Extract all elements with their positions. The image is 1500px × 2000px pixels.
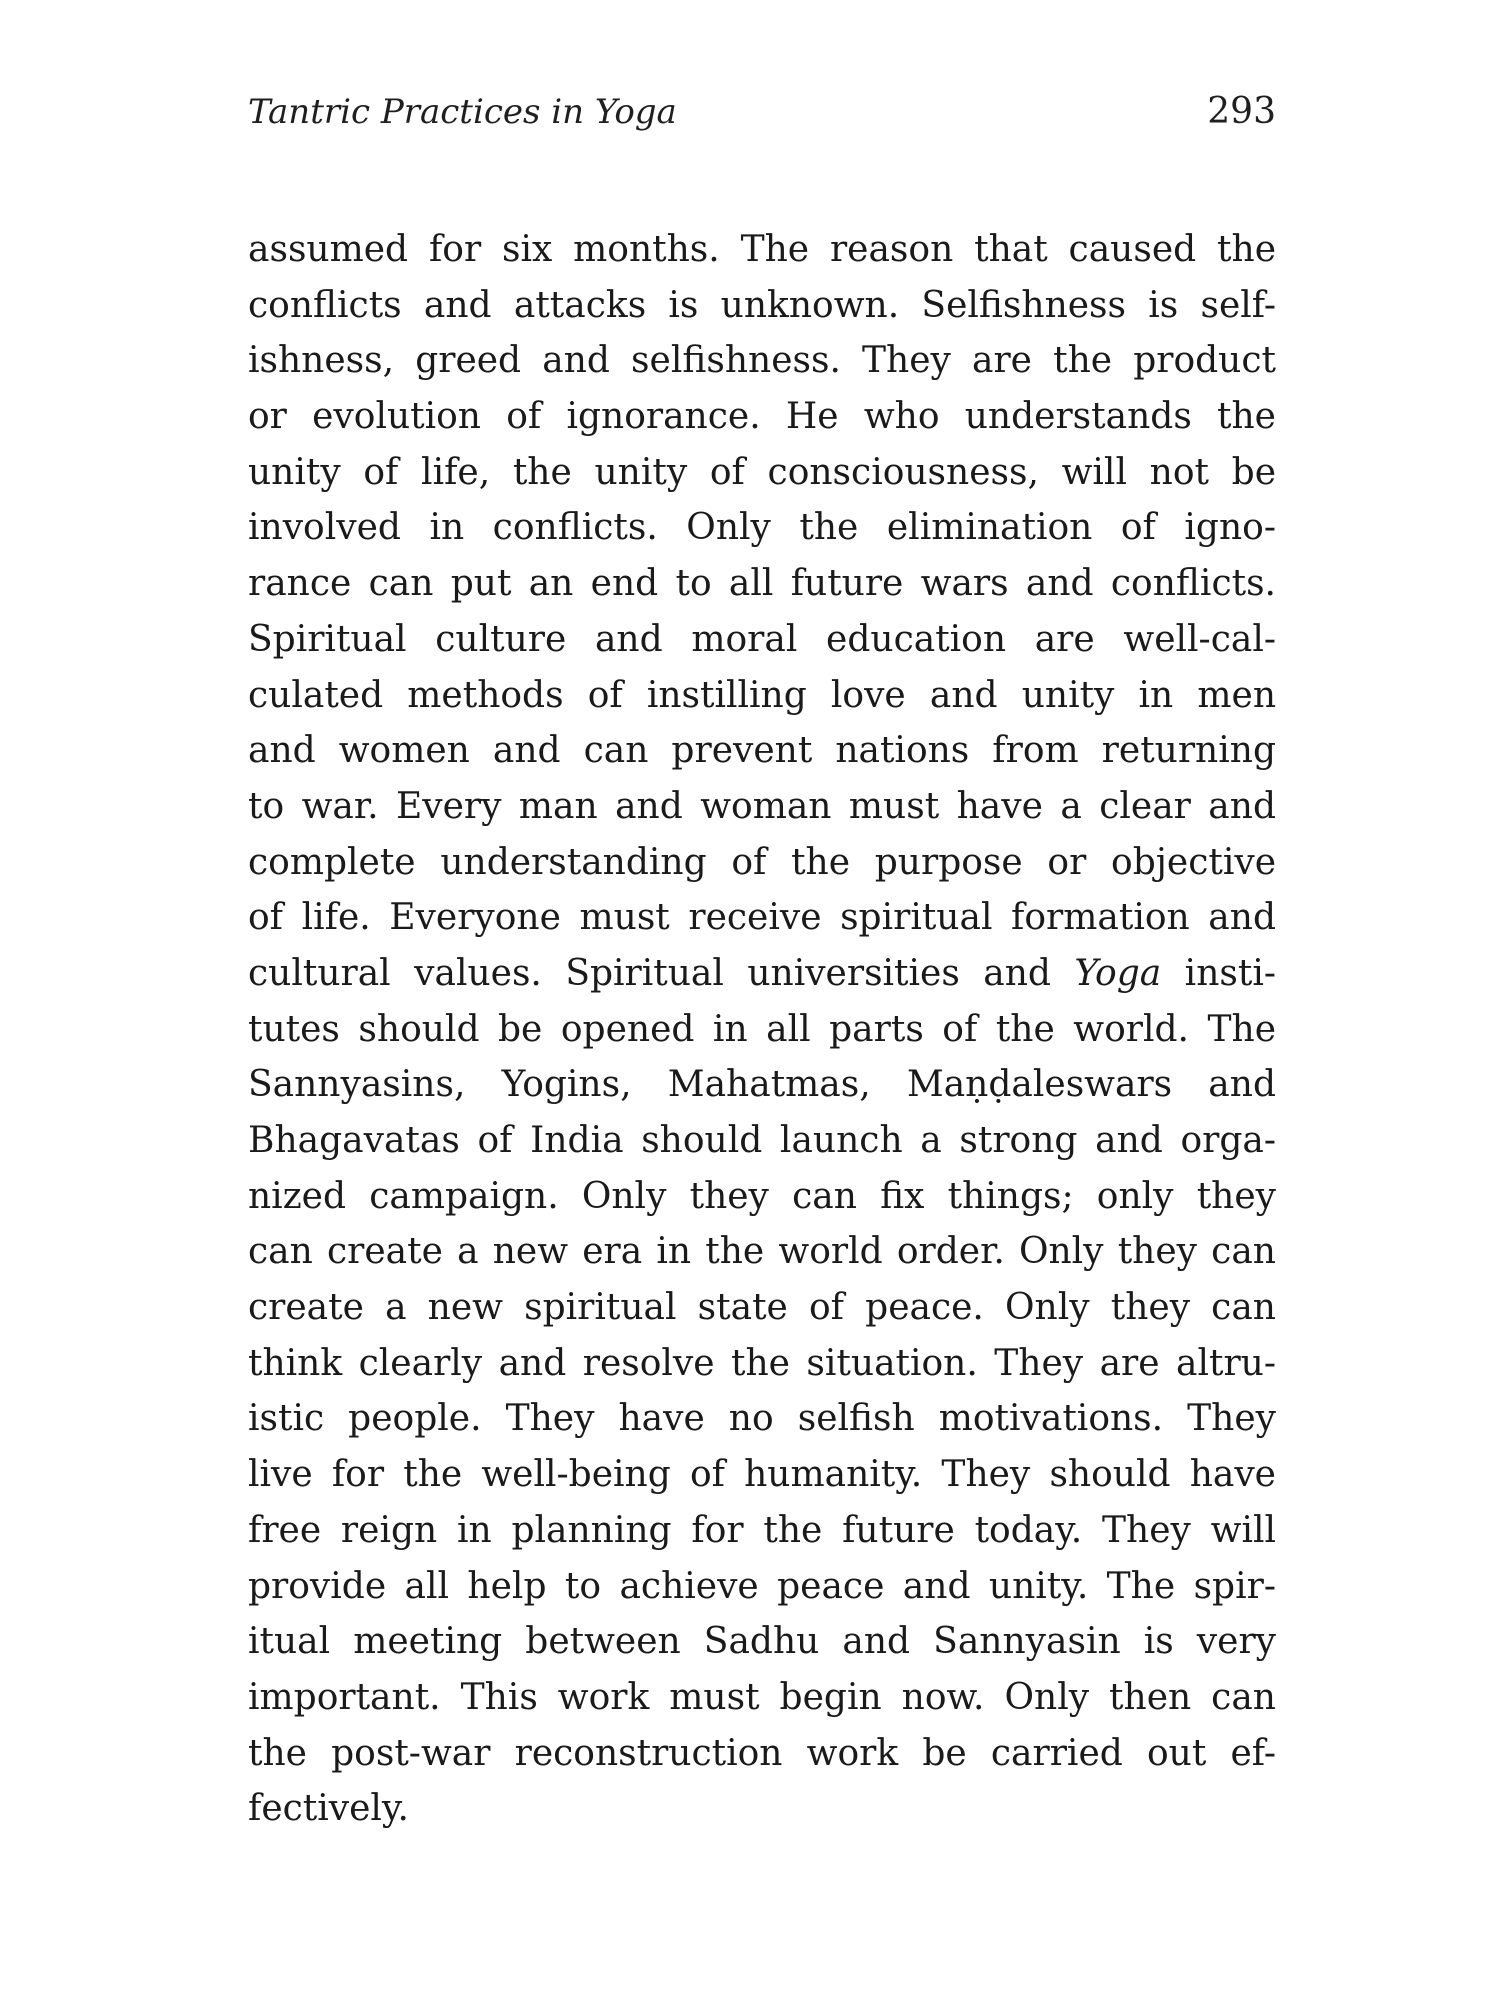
text-line: live for the well-being of humanity. They should have xyxy=(248,1454,1276,1496)
text-line: and women and can prevent nations from returning xyxy=(248,730,1276,772)
text-line: ishness, greed and selfishness. They are the product xyxy=(248,340,1276,382)
text-line: important. This work must begin now. Only then can xyxy=(248,1676,1276,1718)
body-paragraph xyxy=(248,222,1276,1837)
text-line: istic people. They have no selfish motivations. They xyxy=(248,1398,1276,1440)
running-header xyxy=(248,88,1276,138)
text-line: rance can put an end to all future wars and conflicts. xyxy=(248,563,1276,605)
text-line: think clearly and resolve the situation. They are altru- xyxy=(248,1342,1276,1384)
running-title: Tantric Practices in Yoga xyxy=(248,92,677,132)
text-segment: cultural values. Spiritual universities and xyxy=(248,952,1075,994)
text-line: itual meeting between Sadhu and Sannyasin is very xyxy=(248,1621,1276,1663)
text-line: create a new spiritual state of peace. Only they can xyxy=(248,1287,1276,1329)
text-line: unity of life, the unity of consciousness, will not be xyxy=(248,451,1276,493)
italic-term-yoga: Yoga xyxy=(1074,952,1162,994)
text-line: nized campaign. Only they can fix things; only they xyxy=(248,1175,1276,1217)
text-line: provide all help to achieve peace and unity. The spir- xyxy=(248,1565,1276,1607)
text-line: of life. Everyone must receive spiritual formation and xyxy=(248,897,1276,939)
text-line: Bhagavatas of India should launch a strong and orga- xyxy=(248,1120,1276,1161)
text-line: or evolution of ignorance. He who understands the xyxy=(248,396,1276,438)
text-line: Sannyasins, Yogins, Mahatmas, Maṇḍaleswars and xyxy=(248,1064,1276,1106)
text-segment: insti- xyxy=(1161,952,1276,994)
text-line: to war. Every man and woman must have a clear and xyxy=(248,785,1276,827)
text-line: complete understanding of the purpose or objective xyxy=(248,841,1276,883)
page-number: 293 xyxy=(1207,91,1276,132)
text-line: conflicts and attacks is unknown. Selfishness is self- xyxy=(248,284,1276,326)
text-line: tutes should be opened in all parts of the world. The xyxy=(248,1008,1276,1050)
text-line: free reign in planning for the future today. They will xyxy=(248,1509,1276,1551)
text-line: involved in conflicts. Only the elimination of igno- xyxy=(248,507,1276,549)
text-line: can create a new era in the world order. Only they can xyxy=(248,1231,1276,1273)
text-line-with-italic xyxy=(248,946,1276,1002)
text-line: the post-war reconstruction work be carried out ef- xyxy=(248,1732,1276,1774)
text-line: culated methods of instilling love and unity in men xyxy=(248,674,1276,716)
text-line-final: fectively. xyxy=(248,1788,409,1830)
text-line: assumed for six months. The reason that caused the xyxy=(248,229,1276,270)
text-line: Spiritual culture and moral education are well-cal- xyxy=(248,618,1276,660)
